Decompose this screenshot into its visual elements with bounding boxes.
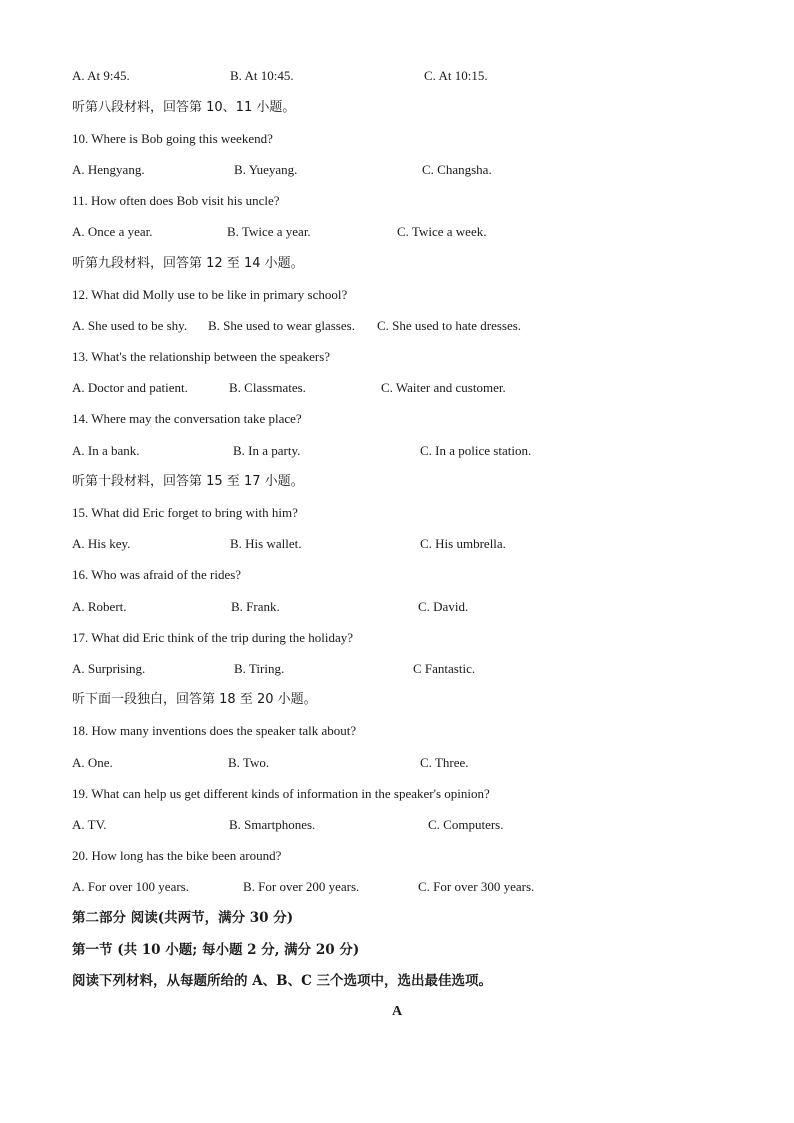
q20-option-c: C. For over 300 years. xyxy=(418,879,535,894)
q13-question: 13. What's the relationship between the speakers? xyxy=(72,349,331,364)
q11-option-b: B. Twice a year. xyxy=(227,224,311,239)
q17-question: 17. What did Eric think of the trip during the holiday? xyxy=(72,630,354,645)
q15-question: 15. What did Eric forget to bring with him? xyxy=(72,505,298,520)
q12-option-a: A. She used to be shy. xyxy=(72,318,188,333)
q10-option-a: A. Hengyang. xyxy=(72,162,145,177)
q10-question: 10. Where is Bob going this weekend? xyxy=(72,131,273,146)
q17-option-a: A. Surprising. xyxy=(72,661,146,676)
q15-option-c: C. His umbrella. xyxy=(420,536,506,551)
q18-option-a: A. One. xyxy=(72,755,113,770)
q9-option-a: A. At 9:45. xyxy=(72,68,130,83)
passage-label: A xyxy=(391,1004,403,1019)
q17-option-c: C Fantastic. xyxy=(413,661,476,676)
q16-option-a: A. Robert. xyxy=(72,599,127,614)
q18-option-b: B. Two. xyxy=(228,755,270,770)
q15-option-a: A. His key. xyxy=(72,536,131,551)
q11-option-c: C. Twice a week. xyxy=(397,224,487,239)
q9-option-b: B. At 10:45. xyxy=(230,68,294,83)
q10-option-b: B. Yueyang. xyxy=(234,162,298,177)
q14-option-b: B. In a party. xyxy=(233,443,301,458)
section-9-heading: 听第九段材料，回答第 12 至 14 小题。 xyxy=(72,256,304,271)
q19-option-c: C. Computers. xyxy=(428,817,504,832)
q19-question: 19. What can help us get different kinds of information in the speaker's opinion? xyxy=(72,786,490,801)
q11-question: 11. How often does Bob visit his uncle? xyxy=(72,193,280,208)
q15-option-b: B. His wallet. xyxy=(230,536,302,551)
q18-option-c: C. Three. xyxy=(420,755,469,770)
q14-option-c: C. In a police station. xyxy=(420,443,532,458)
section-8-heading: 听第八段材料，回答第 10、11 小题。 xyxy=(72,100,296,115)
q12-option-c: C. She used to hate dresses. xyxy=(377,318,522,333)
q18-question: 18. How many inventions does the speaker talk about? xyxy=(72,723,357,738)
q16-option-b: B. Frank. xyxy=(231,599,280,614)
section-10-heading: 听第十段材料，回答第 15 至 17 小题。 xyxy=(72,474,304,489)
section-1-title: 第一节 (共 10 小题; 每小题 2 分, 满分 20 分) xyxy=(72,942,360,958)
q20-option-a: A. For over 100 years. xyxy=(72,879,189,894)
q17-option-b: B. Tiring. xyxy=(234,661,285,676)
q13-option-a: A. Doctor and patient. xyxy=(72,380,188,395)
q13-option-c: C. Waiter and customer. xyxy=(381,380,506,395)
q16-question: 16. Who was afraid of the rides? xyxy=(72,567,242,582)
q10-option-c: C. Changsha. xyxy=(422,162,492,177)
q20-option-b: B. For over 200 years. xyxy=(243,879,360,894)
q19-option-a: A. TV. xyxy=(72,817,107,832)
q13-option-b: B. Classmates. xyxy=(229,380,306,395)
q20-question: 20. How long has the bike been around? xyxy=(72,848,282,863)
q9-option-c: C. At 10:15. xyxy=(424,68,488,83)
q16-option-c: C. David. xyxy=(418,599,469,614)
q12-question: 12. What did Molly use to be like in primary school? xyxy=(72,287,348,302)
q12-option-b: B. She used to wear glasses. xyxy=(208,318,355,333)
q19-option-b: B. Smartphones. xyxy=(229,817,316,832)
q14-question: 14. Where may the conversation take place? xyxy=(72,411,302,426)
section-11-heading: 听下面一段独白，回答第 18 至 20 小题。 xyxy=(72,692,317,707)
q11-option-a: A. Once a year. xyxy=(72,224,153,239)
part-2-title: 第二部分 阅读(共两节，满分 30 分) xyxy=(72,910,294,926)
q14-option-a: A. In a bank. xyxy=(72,443,140,458)
reading-instructions: 阅读下列材料，从每题所给的 A、B、C 三个选项中，选出最佳选项。 xyxy=(72,973,493,989)
